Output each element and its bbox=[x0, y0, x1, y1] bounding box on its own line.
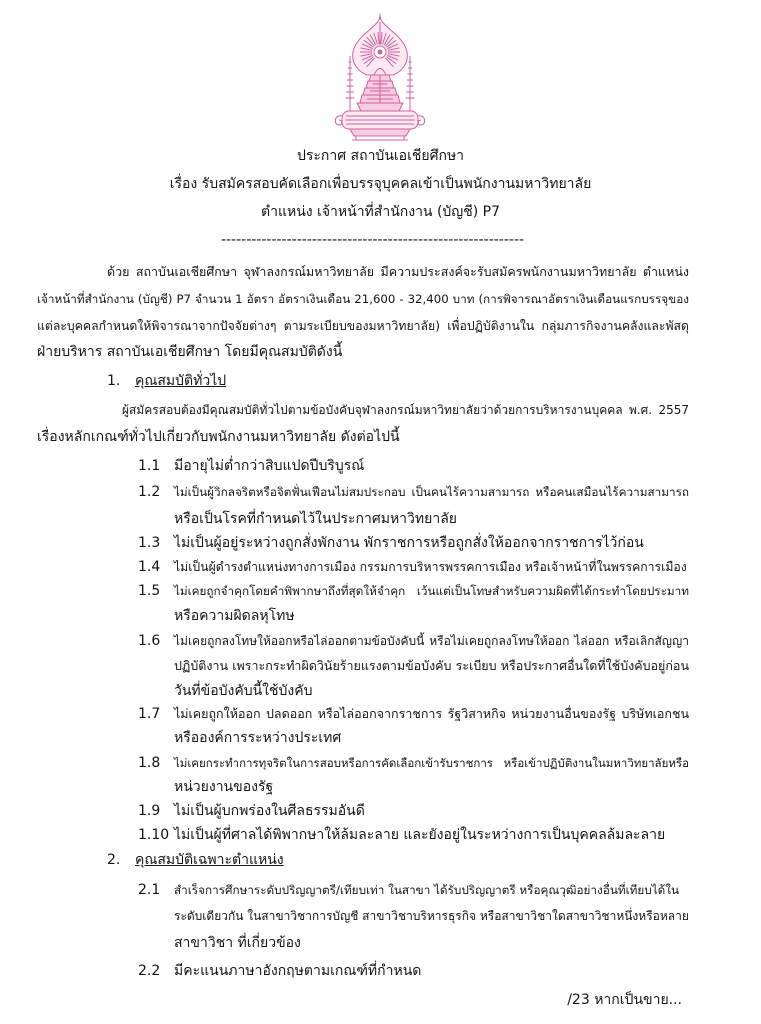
qualification-item-text: ไม่เคยถูกให้ออก ปลดออก หรือไล่ออกจากราชการ รัฐวิสาหกิจ หน่วยงานอื่นของรัฐ บริษัทเอกชน bbox=[174, 706, 689, 721]
qualification-item-text: หรือองค์การระหว่างประเทศ bbox=[174, 730, 342, 746]
qualification-item-number: 1.8 bbox=[138, 755, 161, 771]
section-number: 1. bbox=[107, 373, 121, 389]
intro-paragraph-line: ด้วย สถาบันเอเชียศึกษา จุฬาลงกรณ์มหาวิทยาลัย มีความประสงค์จะรับสมัครพนักงานมหาวิทยาลัย ตำแหน่ง bbox=[107, 264, 689, 279]
qualification-item-number: 1.4 bbox=[138, 559, 161, 575]
qualification-item-text: ไม่เป็นผู้บกพร่องในศีลธรรมอันดี bbox=[174, 803, 365, 819]
intro-paragraph-line: แต่ละบุคคลกำหนดให้พิจารณาจากปัจจัยต่างๆ ตามระเบียบของมหาวิทยาลัย) เพื่อปฏิบัติงานใน กลุ่มภารกิจงานคลังและพัสดุ bbox=[37, 319, 689, 333]
qualification-item-text: สำเร็จการศึกษาระดับปริญญาตรี/เทียบเท่า ในสาขา ได้รับปริญญาตรี หรือคุณวุฒิอย่างอื่นที่เทียบได้ใน bbox=[174, 883, 680, 897]
qualification-item-number: 1.9 bbox=[138, 803, 161, 819]
qualification-item-text: ไม่เคยถูกลงโทษให้ออกหรือไล่ออกตามข้อบังคับนี้ หรือไม่เคยถูกลงโทษให้ออก ไล่ออก หรือเลิกสัญญา bbox=[174, 634, 689, 648]
qualification-item-text: หรือเป็นโรคที่กำหนดไว้ในประกาศมหาวิทยาลัย bbox=[174, 511, 457, 527]
intro-paragraph-line: เจ้าหน้าที่สำนักงาน (บัญชี) P7 จำนวน 1 อัตรา อัตราเงินเดือน 21,600 - 32,400 บาท (การพิจารณาอัตราเงินเดือนแรกบรรจุของ bbox=[37, 292, 689, 306]
page-continuation-note: /23 หากเป็นขาย... bbox=[567, 992, 682, 1008]
qualification-item-text: ไม่เคยกระทำการทุจริตในการสอบหรือการคัดเลือกเข้ารับราชการ หรือเข้าปฏิบัติงานในมหาวิทยาลัยหรือ bbox=[174, 756, 689, 770]
section-heading: คุณสมบัติทั่วไป bbox=[135, 373, 227, 389]
qualification-item-text: หน่วยงานของรัฐ bbox=[174, 779, 274, 795]
section-heading: คุณสมบัติเฉพาะตำแหน่ง bbox=[135, 852, 284, 868]
announcement-position: ตำแหน่ง เจ้าหน้าที่สำนักงาน (บัญชี) P7 bbox=[260, 204, 500, 220]
qualification-item-text: ไม่เป็นผู้อยู่ระหว่างถูกสั่งพักงาน พักราชการหรือถูกสั่งให้ออกจากราชการไว้ก่อน bbox=[174, 535, 644, 551]
qualification-item-text: ไม่เป็นผู้ที่ศาลได้พิพากษาให้ล้มละลาย และยังอยู่ในระหว่างการเป็นบุคคลล้มละลาย bbox=[174, 827, 666, 843]
qualification-item-number: 1.7 bbox=[138, 706, 161, 722]
qualification-item-text: ไม่เคยถูกจำคุกโดยคำพิพากษาถึงที่สุดให้จำคุก เว้นแต่เป็นโทษสำหรับความผิดที่ได้กระทำโดยประมาท bbox=[174, 584, 689, 598]
qualification-item-number: 1.1 bbox=[138, 458, 161, 474]
qualification-item-text: หรือความผิดลหุโทษ bbox=[174, 608, 295, 624]
qualification-item-number: 1.2 bbox=[138, 484, 161, 500]
qualification-item-text: มีอายุไม่ต่ำกว่าสิบแปดปีบริบูรณ์ bbox=[174, 458, 365, 474]
separator-line: ------------------------------------------------------------ bbox=[220, 232, 525, 248]
qualification-item-text: สาขาวิชา ที่เกี่ยวข้อง bbox=[174, 935, 301, 951]
qualification-item-text: มีคะแนนภาษาอังกฤษตามเกณฑ์ที่กำหนด bbox=[174, 963, 422, 979]
qualification-item-number: 2.1 bbox=[138, 882, 161, 898]
section-preamble-line: เรื่องหลักเกณฑ์ทั่วไปเกี่ยวกับพนักงานมหาวิทยาลัย ดังต่อไปนี้ bbox=[37, 429, 400, 445]
qualification-item-number: 1.3 bbox=[138, 535, 161, 551]
qualification-item-text: ไม่เป็นผู้วิกลจริตหรือจิตฟั่นเฟือนไม่สมประกอบ เป็นคนไร้ความสามารถ หรือคนเสมือนไร้ความสามารถ bbox=[174, 485, 689, 499]
qualification-item-text: ปฏิบัติงาน เพราะกระทำผิดวินัยร้ายแรงตามข้อบังคับ ระเบียบ หรือประกาศอื่นใดที่ใช้บังคับอยู่ก่อน bbox=[174, 658, 689, 673]
qualification-item-text: ไม่เป็นผู้ดำรงตำแหน่งทางการเมือง กรรมการบริหารพรรคการเมือง หรือเจ้าหน้าที่ในพรรคการเมือง bbox=[174, 560, 687, 574]
qualification-item-text: ระดับเดียวกัน ในสาขาวิชาการบัญชี สาขาวิชาบริหารธุรกิจ หรือสาขาวิชาใดสาขาวิชาหนึ่งหรือหลาย bbox=[174, 909, 689, 923]
intro-paragraph-line: ฝ่ายบริหาร สถาบันเอเชียศึกษา โดยมีคุณสมบัติดังนี้ bbox=[37, 344, 343, 360]
announcement-subject: เรื่อง รับสมัครสอบคัดเลือกเพื่อบรรจุบุคคลเข้าเป็นพนักงานมหาวิทยาลัย bbox=[169, 176, 592, 192]
section-number: 2. bbox=[107, 852, 121, 868]
university-emblem-icon bbox=[330, 12, 430, 142]
qualification-item-number: 1.6 bbox=[138, 633, 161, 649]
announcement-title: ประกาศ สถาบันเอเชียศึกษา bbox=[296, 148, 465, 164]
section-preamble-line: ผู้สมัครสอบต้องมีคุณสมบัติทั่วไปตามข้อบังคับจุฬาลงกรณ์มหาวิทยาลัยว่าด้วยการบริหารงานบุคคล พ.ศ. 2557 bbox=[122, 403, 689, 417]
qualification-item-number: 1.10 bbox=[138, 827, 170, 843]
qualification-item-number: 2.2 bbox=[138, 963, 161, 979]
qualification-item-number: 1.5 bbox=[138, 583, 161, 599]
qualification-item-text: วันที่ข้อบังคับนี้ใช้บังคับ bbox=[174, 683, 313, 699]
